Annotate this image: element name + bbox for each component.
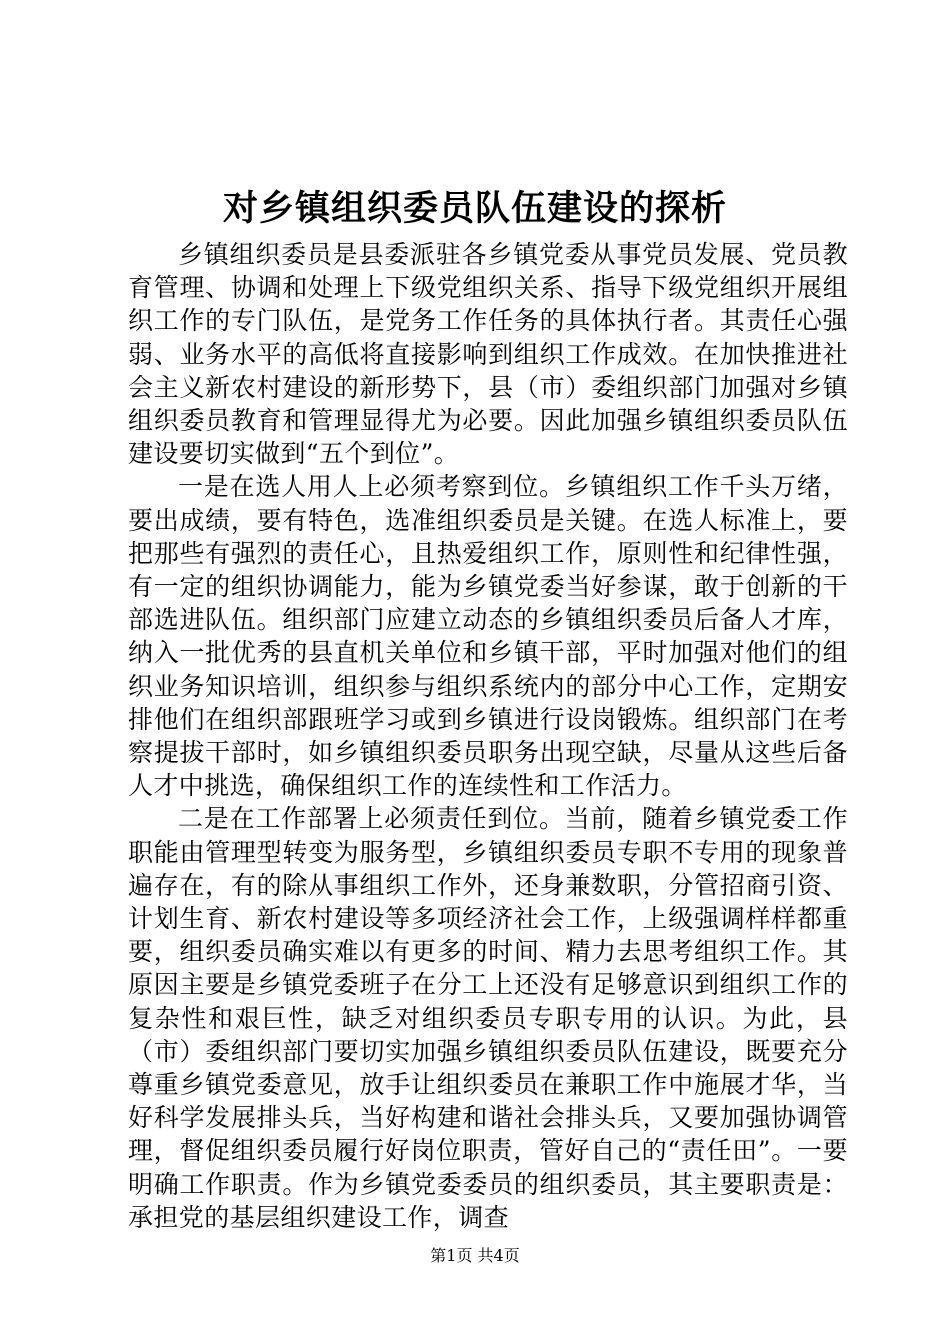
page-footer: 第1页 共4页	[430, 1246, 520, 1265]
document-body	[128, 238, 848, 1234]
paragraph-point-one: 一是在选人用人上必须考察到位。乡镇组织工作千头万绪，要出成绩，要有特色，选准组织委员是关键。在选人标准上，要把那些有强烈的责任心，且热爱组织工作，原则性和纪律性强，有一定的组织协调能力，能为乡镇党委当好参谋，敢于创新的干部选进队伍。组织部门应建立动态的乡镇组织委员后备人才库，纳入一批优秀的县直机关单位和乡镇干部，平时加强对他们的组织业务知识培训，组织参与组织系统内的部分中心工作，定期安排他们在组织部跟班学习或到乡镇进行设岗锻炼。组织部门在考察提拔干部时，如乡镇组织委员职务出现空缺，尽量从这些后备人才中挑选，确保组织工作的连续性和工作活力。	[128, 472, 848, 801]
paragraph-point-two: 二是在工作部署上必须责任到位。当前，随着乡镇党委工作职能由管理型转变为服务型，乡镇组织委员专职不专用的现象普遍存在，有的除从事组织工作外，还身兼数职，分管招商引资、计划生育、新农村建设等多项经济社会工作，上级强调样样都重要，组织委员确实难以有更多的时间、精力去思考组织工作。其原因主要是乡镇党委班子在分工上还没有足够意识到组织工作的复杂性和艰巨性，缺乏对组织委员专职专用的认识。为此，县（市）委组织部门要切实加强乡镇组织委员队伍建设，既要充分尊重乡镇党委意见，放手让组织委员在兼职工作中施展才华，当好科学发展排头兵，当好构建和谐社会排头兵，又要加强协调管理，督促组织委员履行好岗位职责，管好自己的“责任田”。一要明确工作职责。作为乡镇党委委员的组织委员，其主要职责是：承担党的基层组织建设工作，调查	[128, 804, 848, 1232]
paragraph-intro: 乡镇组织委员是县委派驻各乡镇党委从事党员发展、党员教育管理、协调和处理上下级党组织关系、指导下级党组织开展组织工作的专门队伍，是党务工作任务的具体执行者。其责任心强弱、业务水平的高低将直接影响到组织工作成效。在加快推进社会主义新农村建设的新形势下，县（市）委组织部门加强对乡镇组织委员教育和管理显得尤为必要。因此加强乡镇组织委员队伍建设要切实做到“五个到位”。	[128, 240, 848, 469]
document-title: 对乡镇组织委员队伍建设的探析	[222, 188, 727, 229]
